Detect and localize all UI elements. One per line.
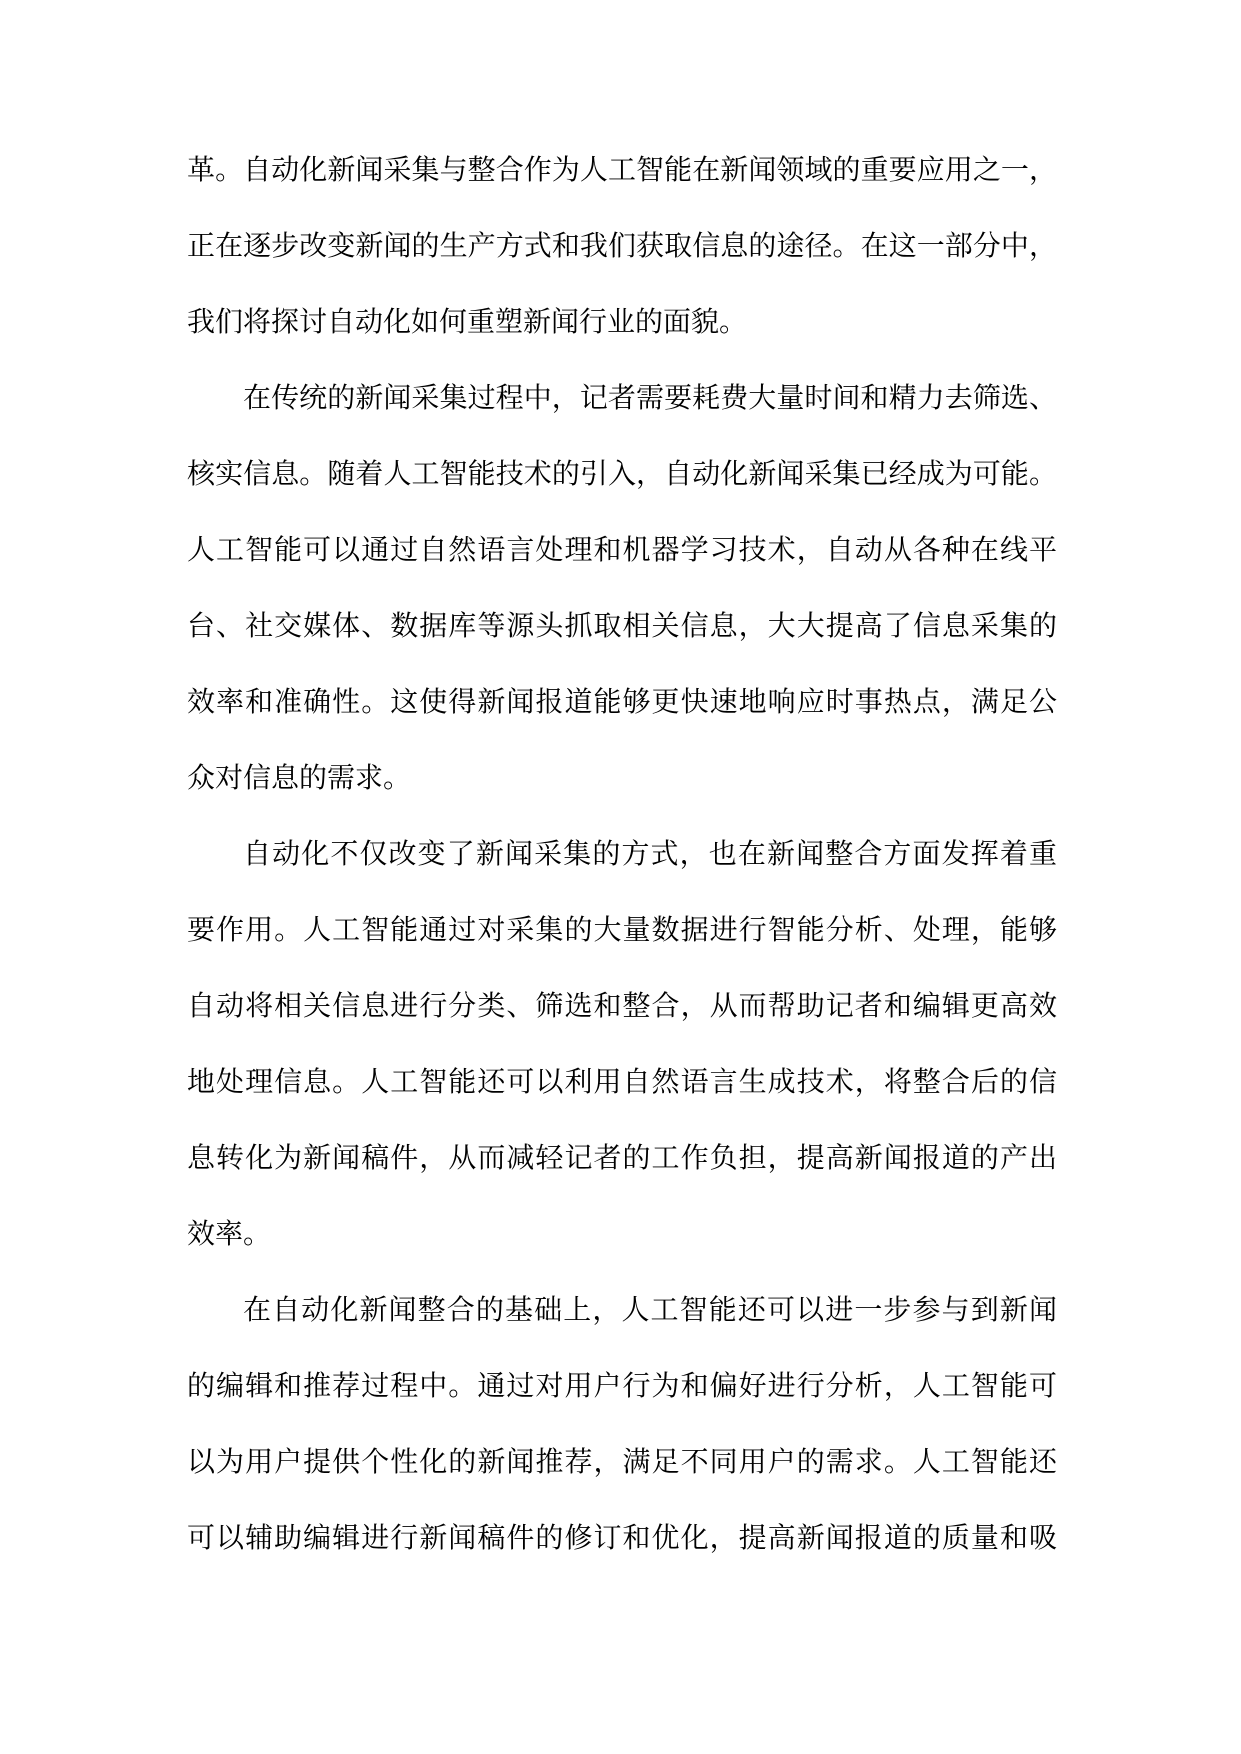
text-line: 正在逐步改变新闻的生产方式和我们获取信息的途径。在这一部分中， [187,229,1057,262]
text-line: 众对信息的需求。 [187,761,412,794]
text-line: 人工智能可以通过自然语言处理和机器学习技术，自动从各种在线平 [187,533,1057,566]
text-line: 效率。 [187,1217,272,1250]
text-line: 自动将相关信息进行分类、筛选和整合，从而帮助记者和编辑更高效 [187,989,1057,1022]
text-line: 台、社交媒体、数据库等源头抓取相关信息，大大提高了信息采集的 [187,609,1057,642]
text-line: 的编辑和推荐过程中。通过对用户行为和偏好进行分析，人工智能可 [187,1369,1057,1402]
paragraph-first-line: 在传统的新闻采集过程中，记者需要耗费大量时间和精力去筛选、 [243,381,1057,414]
text-line: 我们将探讨自动化如何重塑新闻行业的面貌。 [187,305,748,338]
text-line: 地处理信息。人工智能还可以利用自然语言生成技术，将整合后的信 [187,1065,1057,1098]
document-body [187,132,1057,1576]
text-line: 息转化为新闻稿件，从而减轻记者的工作负担，提高新闻报道的产出 [187,1141,1057,1174]
text-line: 革。自动化新闻采集与整合作为人工智能在新闻领域的重要应用之一， [187,153,1057,186]
paragraph-first-line: 自动化不仅改变了新闻采集的方式，也在新闻整合方面发挥着重 [243,837,1057,870]
text-line: 核实信息。随着人工智能技术的引入，自动化新闻采集已经成为可能。 [187,457,1057,490]
text-line: 要作用。人工智能通过对采集的大量数据进行智能分析、处理，能够 [187,913,1057,946]
text-line: 以为用户提供个性化的新闻推荐，满足不同用户的需求。人工智能还 [187,1445,1057,1478]
paragraph-first-line: 在自动化新闻整合的基础上，人工智能还可以进一步参与到新闻 [243,1293,1057,1326]
text-line: 效率和准确性。这使得新闻报道能够更快速地响应时事热点，满足公 [187,685,1057,718]
text-line: 可以辅助编辑进行新闻稿件的修订和优化，提高新闻报道的质量和吸 [187,1521,1057,1554]
